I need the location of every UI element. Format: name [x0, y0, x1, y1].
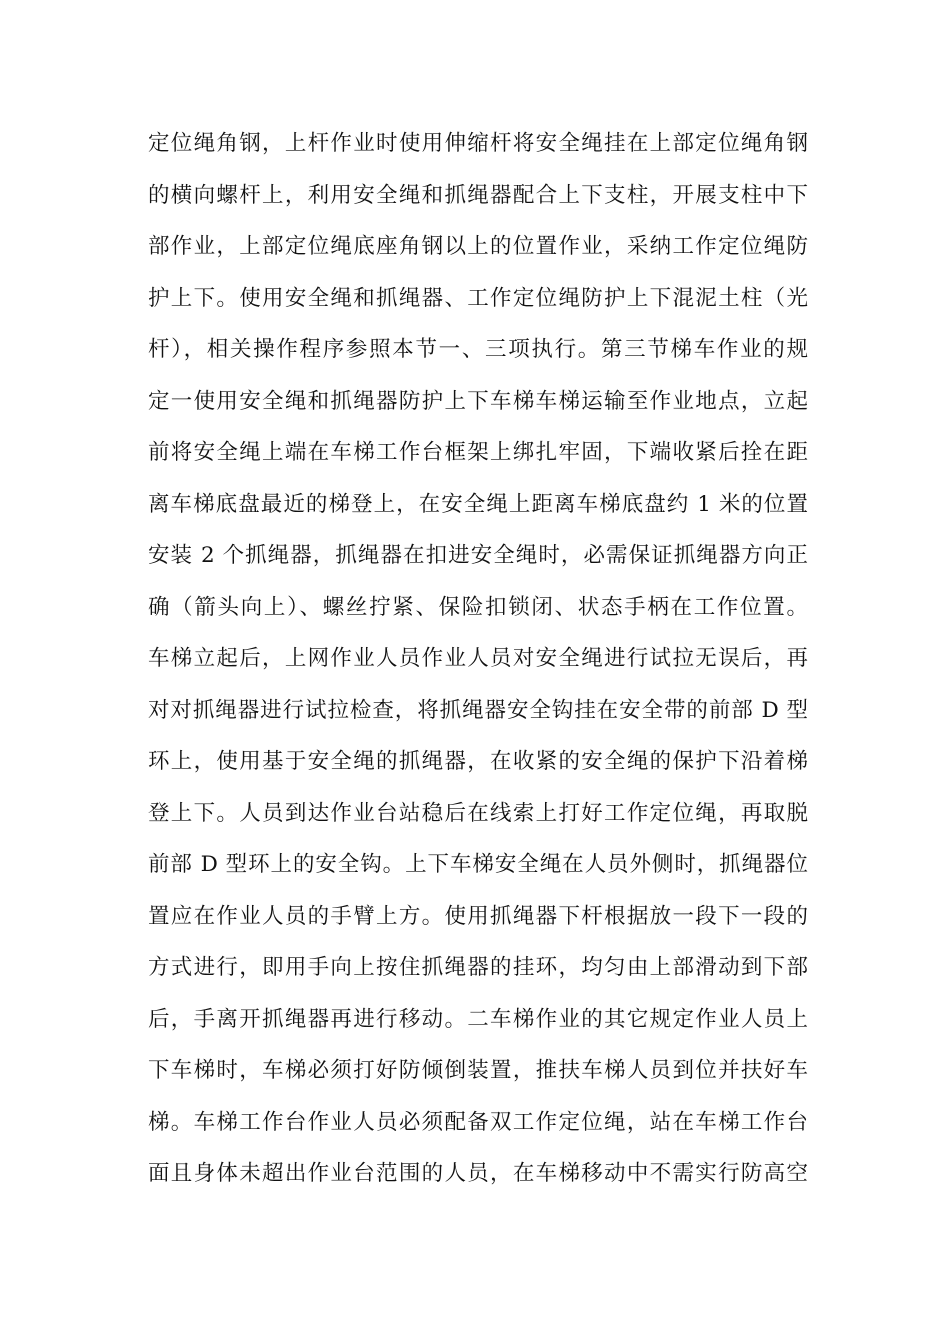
- text-line-2: 的横向螺杆上，利用安全绳和抓绳器配合上下支柱，开展支柱中下: [148, 182, 808, 208]
- text-line-1: 定位绳角钢，上杆作业时使用伸缩杆将安全绳挂在上部定位绳角钢: [148, 131, 808, 156]
- text-line-15: 前部 D 型环上的安全钩。上下车梯安全绳在人员外侧时，抓绳器位: [148, 852, 808, 877]
- text-line-20: 梯。车梯工作台作业人员必须配备双工作定位绳，站在车梯工作台: [148, 1109, 808, 1135]
- text-line-11: 车梯立起后，上网作业人员作业人员对安全绳进行试拉无误后，再: [148, 646, 808, 671]
- text-line-7: 前将安全绳上端在车梯工作台框架上绑扎牢固，下端收紧后拴在距: [148, 440, 808, 465]
- text-line-8: 离车梯底盘最近的梯登上，在安全绳上距离车梯底盘约 1 米的位置: [148, 491, 808, 517]
- text-line-18: 后，手离开抓绳器再进行移动。二车梯作业的其它规定作业人员上: [148, 1006, 808, 1032]
- text-line-19: 下车梯时，车梯必须打好防倾倒装置，推扶车梯人员到位并扶好车: [148, 1058, 808, 1083]
- text-line-3: 部作业，上部定位绳底座角钢以上的位置作业，采纳工作定位绳防: [148, 234, 808, 259]
- text-line-16: 置应在作业人员的手臂上方。使用抓绳器下杆根据放一段下一段的: [148, 903, 808, 929]
- text-line-12: 对对抓绳器进行试拉检查，将抓绳器安全钩挂在安全带的前部 D 型: [148, 697, 808, 723]
- text-line-13: 环上，使用基于安全绳的抓绳器，在收紧的安全绳的保护下沿着梯: [148, 749, 808, 774]
- text-line-21: 面且身体未超出作业台范围的人员，在车梯移动中不需实行防高空: [148, 1161, 808, 1186]
- text-line-10: 确（箭头向上）、螺丝拧紧、保险扣锁闭、状态手柄在工作位置。: [148, 594, 808, 620]
- text-line-6: 定一使用安全绳和抓绳器防护上下车梯车梯运输至作业地点，立起: [148, 388, 808, 414]
- body-text: [148, 118, 808, 1200]
- text-line-9: 安装 2 个抓绳器，抓绳器在扣进安全绳时，必需保证抓绳器方向正: [148, 543, 808, 568]
- text-line-5: 杆），相关操作程序参照本节一、三项执行。第三节梯车作业的规: [148, 337, 808, 362]
- text-line-14: 登上下。人员到达作业台站稳后在线索上打好工作定位绳，再取脱: [148, 800, 808, 826]
- text-line-4: 护上下。使用安全绳和抓绳器、工作定位绳防护上下混泥土柱（光: [148, 285, 808, 311]
- text-line-17: 方式进行，即用手向上按住抓绳器的挂环，均匀由上部滑动到下部: [148, 955, 808, 980]
